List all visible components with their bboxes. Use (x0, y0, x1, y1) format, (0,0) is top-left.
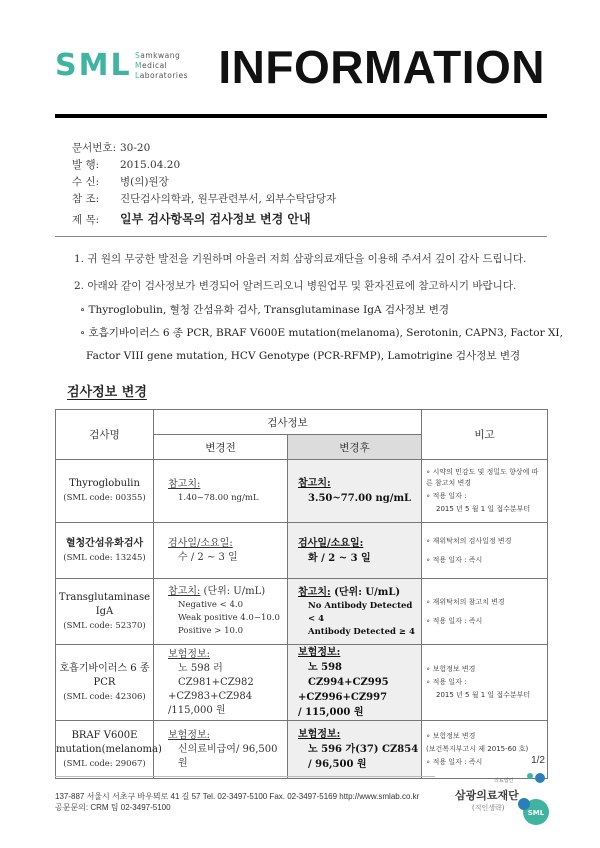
meta-recipient: 수 신: 병(의)원장 (72, 176, 169, 188)
meta-doc-number: 문서번호: 30-20 (72, 142, 151, 154)
header-info: 검사정보 (154, 410, 422, 435)
header-note: 비고 (422, 410, 548, 460)
svg-text:SML: SML (527, 809, 545, 817)
logo-line: Laboratories (135, 71, 189, 80)
note-cell: ∘ 보험정보 변경 (보건복지부고시 제 2015-60 호) ∘ 적용 일자 : 즉시 (422, 721, 548, 779)
logo-line: Samkwang (135, 51, 181, 60)
paragraph-2: 2. 아래와 같이 검사정보가 변경되어 알려드리오니 병원업무 및 환자진료에 참고하시기 바랍니다. (74, 280, 517, 292)
table-row (56, 523, 548, 579)
page-number: 1/2 (531, 755, 545, 766)
meta-divider (55, 236, 547, 237)
meta-issued: 발 행: 2015.04.20 (72, 159, 181, 171)
page-title: INFORMATION (218, 41, 545, 93)
footer-contact: 공문문의: CRM 팀 02-3497-5100 (55, 803, 171, 812)
after-cell: 참고치: (단위: U/mL) No Antibody Detected < 4 Antibody Detected ≥ 4 (288, 579, 422, 645)
header-name: 검사명 (56, 410, 154, 460)
paragraph-1: 1. 귀 원의 무궁한 발전을 기원하며 아울러 저희 삼광의료재단을 이용해 주셔서 깊이 감사 드립니다. (74, 253, 527, 265)
test-name-cell: Thyroglobulin (SML code: 00355) (56, 460, 154, 523)
foundation-type: 의료법인 (494, 778, 514, 784)
header-before: 변경전 (154, 435, 288, 460)
bullet-1: ∘ Thyroglobulin, 혈청 간섬유화 검사, Transglutaminase IgA 검사정보 변경 (80, 304, 450, 316)
foundation-logo-icon (500, 770, 550, 826)
test-name-cell: Transglutaminase IgA (SML code: 52370) (56, 579, 154, 645)
before-cell: 보험정보: 노 598 러 CZ981+CZ982 +CZ983+CZ984 /115,000 원 (154, 645, 288, 721)
bullet-2-line2: Factor VIII gene mutation, HCV Genotype (PCR-RFMP), Lamotrigine 검사정보 변경 (86, 350, 521, 362)
footer-divider (55, 776, 435, 777)
header-after: 변경후 (288, 435, 422, 460)
test-name-cell: 호흡기바이러스 6 종 PCR (SML code: 42306) (56, 645, 154, 721)
table-row (56, 645, 548, 721)
test-name-cell: 혈청간섬유화검사 (SML code: 13245) (56, 523, 154, 579)
after-cell: 참고치: 3.50~77.00 ng/mL (288, 460, 422, 523)
note-cell: ∘ 재위탁처의 검사일정 변경 ∘ 적용 일자 : 즉시 (422, 523, 548, 579)
before-cell: 보험정보: 신의료비급여/ 96,500 원 (154, 721, 288, 779)
foundation-name: 삼광의료재단 (455, 789, 519, 802)
after-cell: 보험정보: 노 598 CZ994+CZ995 +CZ996+CZ997 / 115,000 원 (288, 645, 422, 721)
before-cell: 참고치: (단위: U/mL) Negative < 4.0 Weak positive 4.0~10.0 Positive > 10.0 (154, 579, 288, 645)
logo-line: Medical (135, 61, 168, 70)
meta-reference: 참 조: 진단검사의학과, 원무관련부서, 외부수탁담당자 (72, 193, 337, 205)
seal-omitted-note: (직인생략) (472, 804, 505, 812)
note-cell: ∘ 시약의 민감도 및 정밀도 향상에 따른 참고치 변경 ∘ 적용 일자 : 2015 년 5 월 1 일 접수분부터 (422, 460, 548, 523)
meta-subject: 제 목: 일부 검사항목의 검사정보 변경 안내 (72, 212, 311, 226)
info-change-table (55, 409, 548, 779)
table-row (56, 460, 548, 523)
before-cell: 참고치: 1.40~78.00 ng/mL (154, 460, 288, 523)
after-cell: 검사일/소요일: 화 / 2 ~ 3 일 (288, 523, 422, 579)
before-cell: 검사일/소요일: 수 / 2 ~ 3 일 (154, 523, 288, 579)
note-cell: ∘ 보험정보 변경 ∘ 적용 일자 : 2015 년 5 월 1 일 접수분부터 (422, 645, 548, 721)
bullet-2-line1: ∘ 호흡기바이러스 6 종 PCR, BRAF V600E mutation(melanoma), Serotonin, CAPN3, Factor XI, (80, 327, 563, 339)
table-row (56, 721, 548, 779)
after-cell: 보험정보: 노 596 가(37) CZ854 / 96,500 원 (288, 721, 422, 779)
section-heading: 검사정보 변경 (67, 385, 147, 400)
table-row (56, 579, 548, 645)
test-name-cell: BRAF V600E mutation(melanoma) (SML code: 29067) (56, 721, 154, 779)
sml-logo: SML (55, 48, 132, 83)
header-divider (55, 114, 547, 118)
note-cell: ∘ 재위탁처의 참고치 변경 ∘ 적용 일자 : 즉시 (422, 579, 548, 645)
logo-subtitle (135, 51, 188, 81)
footer-address: 137-887 서울시 서초구 바우뫼로 41 길 57 Tel. 02-3497-5100 Fax. 02-3497-5169 http://www.smlab.co.kr (55, 792, 420, 801)
